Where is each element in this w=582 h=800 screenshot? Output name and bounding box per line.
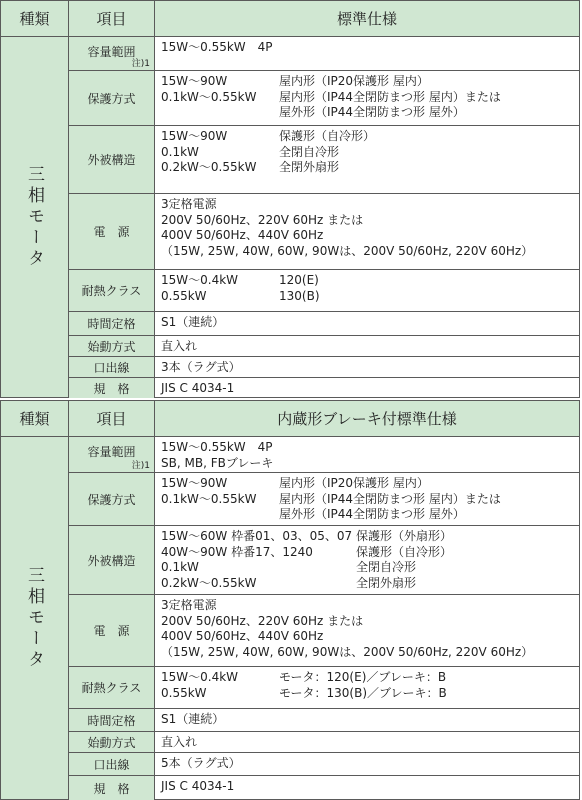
row-label [69, 732, 155, 752]
row-label [69, 357, 155, 377]
table-body [69, 437, 579, 799]
row-label [69, 776, 155, 800]
row-label [69, 312, 155, 335]
row-value [155, 473, 579, 525]
value-spec: 屋外形（IP44全閉防まつ形 屋外） [279, 507, 465, 521]
table-row [69, 732, 579, 753]
value-line [161, 476, 573, 492]
value-line: 200V 50/60Hz、220V 60Hz または [161, 212, 364, 227]
value-line [161, 289, 573, 305]
value-spec: 120(E) [279, 273, 319, 287]
value-line [161, 492, 573, 508]
value-line [161, 273, 573, 289]
row-value [155, 667, 579, 708]
row-label [69, 37, 155, 70]
row-label-text: 電 源 [93, 225, 130, 239]
row-value [155, 595, 579, 666]
value-spec: 130(B) [279, 288, 320, 303]
table-row [69, 526, 579, 595]
value-line [161, 507, 573, 523]
kind-cell [1, 37, 69, 397]
row-label-text: 耐熱クラス [81, 284, 142, 298]
row-label-text: 外被構造 [87, 153, 136, 167]
table-row [69, 357, 579, 378]
table-body [69, 37, 579, 397]
value-line [161, 129, 573, 145]
value-line [161, 160, 573, 176]
value-range [161, 105, 279, 121]
row-label-text: 口出線 [93, 757, 130, 772]
table-row [69, 270, 579, 312]
value-line: 200V 50/60Hz、220V 60Hz または [161, 613, 364, 628]
row-label [69, 595, 155, 666]
standard-spec-table [0, 0, 580, 398]
row-label-text: 始動方式 [87, 339, 136, 354]
value-range: 15W～90W [161, 476, 228, 490]
row-label [69, 473, 155, 525]
value-range: 0.55kW [161, 288, 207, 303]
table-row [69, 595, 579, 667]
value-range: 15W～0.4kW [161, 273, 239, 287]
row-label-text: 時間定格 [87, 317, 136, 331]
value-line: 400V 50/60Hz、440V 60Hz [161, 228, 324, 242]
row-value [155, 37, 579, 70]
row-value [155, 709, 579, 731]
row-label-text: 始動方式 [87, 735, 136, 750]
value-range: 15W～60W 枠番01、03、05、07 [161, 529, 353, 543]
row-label-text: 容量範囲 [87, 445, 136, 459]
table-row [69, 437, 579, 473]
value-spec: 屋内形（IP44全閉防まつ形 屋内）または [279, 89, 501, 104]
row-label [69, 336, 155, 356]
table-row [69, 312, 579, 336]
value-range: 40W～90W 枠番17、1240 [161, 544, 313, 559]
value-line [161, 545, 573, 561]
row-value [155, 732, 579, 752]
value-spec: 保護形（外扇形） [356, 529, 453, 543]
row-value [155, 776, 579, 800]
table-header [1, 1, 579, 37]
row-value [155, 270, 579, 311]
value-spec: モータ：120(E)／ブレーキ：B [279, 670, 447, 684]
value-spec: 屋内形（IP44全閉防まつ形 屋内）または [279, 491, 501, 506]
value-line [161, 529, 573, 545]
value-range: 0.2kW～0.55kW [161, 160, 257, 174]
value-line [161, 576, 573, 592]
value-line: JIS C 4034-1 [161, 779, 235, 793]
value-line [161, 90, 573, 106]
row-value [155, 357, 579, 377]
row-value [155, 526, 579, 594]
row-label-text: 保護方式 [87, 91, 136, 106]
value-line: JIS C 4034-1 [161, 381, 235, 395]
row-label [69, 270, 155, 311]
row-label [69, 378, 155, 398]
row-label-text: 電 源 [93, 624, 130, 638]
value-range: 15W～0.4kW [161, 670, 239, 684]
row-label [69, 437, 155, 472]
row-value [155, 312, 579, 335]
value-range: 0.1kW [161, 144, 199, 159]
row-label-text: 規 格 [93, 781, 130, 796]
value-line: 5本（ラグ式） [161, 756, 241, 770]
value-line: S1（連続） [161, 712, 225, 726]
table-row [69, 336, 579, 357]
row-value [155, 194, 579, 269]
kind-cell [1, 437, 69, 799]
table-row [69, 378, 579, 398]
value-range [161, 507, 279, 523]
row-value [155, 378, 579, 398]
row-label-text: 耐熱クラス [81, 681, 142, 695]
row-label-text: 規 格 [93, 381, 130, 396]
value-line: （15W, 25W, 40W, 60W, 90Wは、200V 50/60Hz, 220V 60Hz） [161, 243, 534, 258]
value-spec: 全閉外扇形 [279, 160, 340, 174]
table-row [69, 126, 579, 194]
row-label [69, 194, 155, 269]
value-line [161, 560, 573, 576]
value-range: 0.1kW～0.55kW [161, 89, 257, 104]
value-line: 15W～0.55kW 4P [161, 40, 273, 54]
row-value [155, 753, 579, 775]
value-spec: 全閉外扇形 [356, 575, 417, 590]
value-line: 15W～0.55kW 4P [161, 440, 273, 454]
kind-label: 三相モータ [24, 164, 44, 270]
value-spec: 屋内形（IP20保護形 屋内） [279, 476, 429, 490]
value-line: 3定格電源 [161, 598, 217, 612]
value-range: 15W～90W [161, 74, 228, 88]
kind-label: 三相モータ [24, 565, 44, 671]
brake-spec-table [0, 400, 580, 800]
table-row [69, 753, 579, 776]
table-row [69, 194, 579, 270]
value-line: 400V 50/60Hz、440V 60Hz [161, 629, 324, 643]
row-value [155, 437, 579, 472]
value-line: 直入れ [161, 735, 198, 749]
row-value [155, 336, 579, 356]
table-row [69, 473, 579, 526]
row-value [155, 126, 579, 193]
row-label-text: 時間定格 [87, 713, 136, 728]
row-value [155, 71, 579, 125]
footnote-marker: 注)1 [131, 59, 150, 69]
table-row [69, 667, 579, 709]
row-label-text: 容量範囲 [87, 45, 136, 59]
row-label-text: 保護方式 [87, 492, 136, 507]
header-kind: 種類 [1, 1, 69, 36]
value-spec: 全閉自冷形 [279, 144, 340, 159]
row-label-text: 外被構造 [87, 553, 136, 568]
table-header [1, 401, 579, 437]
value-range: 0.1kW [161, 560, 199, 574]
footnote-marker: 注)1 [131, 461, 150, 471]
table-row [69, 776, 579, 800]
table-row [69, 71, 579, 126]
value-line: SB, MB, FBブレーキ [161, 455, 274, 470]
value-line: 直入れ [161, 339, 198, 353]
value-spec: 全閉自冷形 [356, 560, 417, 574]
row-label [69, 126, 155, 193]
value-line [161, 105, 573, 121]
value-line [161, 145, 573, 161]
header-item: 項目 [69, 1, 155, 36]
value-line: S1（連続） [161, 315, 225, 329]
row-label [69, 709, 155, 731]
header-kind: 種類 [1, 401, 69, 436]
value-range: 0.55kW [161, 685, 207, 700]
value-line [161, 686, 573, 702]
value-range: 15W～90W [161, 129, 228, 143]
value-spec: 保護形（自冷形） [279, 129, 376, 143]
value-line: （15W, 25W, 40W, 60W, 90Wは、200V 50/60Hz, 220V 60Hz） [161, 644, 534, 659]
value-range: 0.1kW～0.55kW [161, 491, 257, 506]
table-row [69, 709, 579, 732]
row-label [69, 71, 155, 125]
header-spec: 標準仕様 [336, 10, 397, 28]
row-label [69, 753, 155, 775]
table-row [69, 37, 579, 71]
row-label-text: 口出線 [93, 360, 130, 375]
value-line [161, 670, 573, 686]
row-label [69, 667, 155, 708]
value-spec: モータ：130(B)／ブレーキ：B [279, 685, 447, 700]
row-label [69, 526, 155, 594]
value-spec: 保護形（自冷形） [356, 544, 453, 559]
value-line [161, 74, 573, 90]
value-spec: 屋内形（IP20保護形 屋内） [279, 74, 429, 88]
header-spec: 内蔵形ブレーキ付標準仕様 [277, 410, 457, 428]
value-line: 3定格電源 [161, 197, 217, 211]
value-spec: 屋外形（IP44全閉防まつ形 屋外） [279, 105, 465, 119]
header-item: 項目 [69, 401, 155, 436]
value-line: 3本（ラグ式） [161, 360, 241, 374]
value-range: 0.2kW～0.55kW [161, 575, 257, 590]
